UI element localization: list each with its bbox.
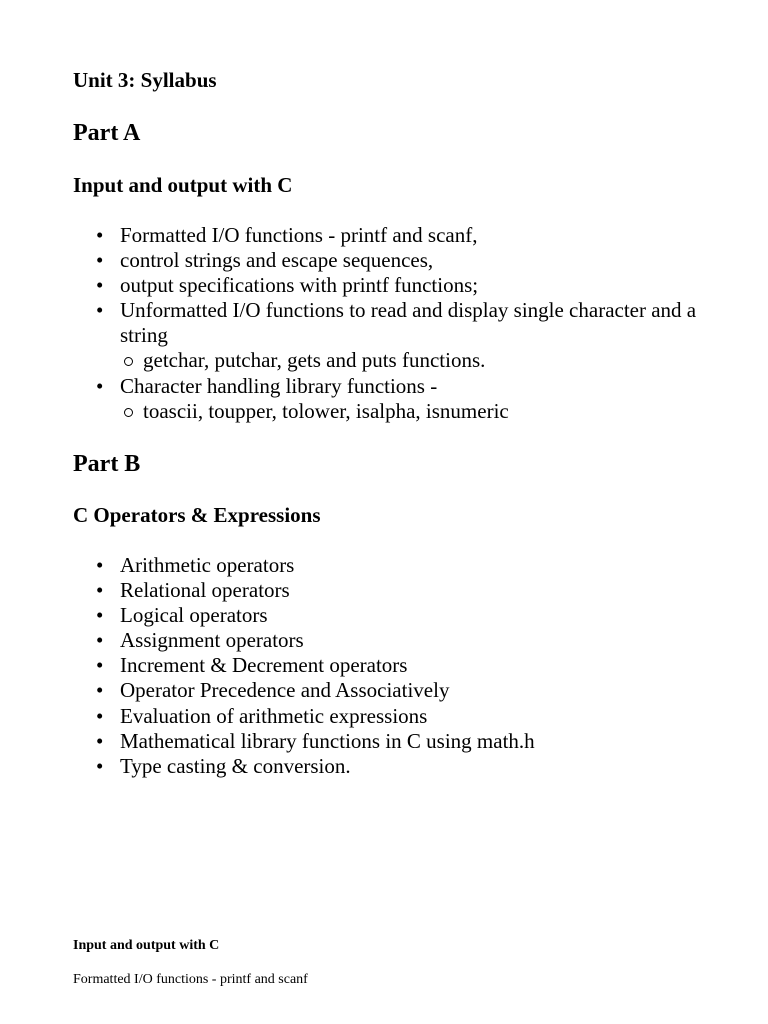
sublist: [120, 348, 713, 373]
part-a-section-title: Input and output with C: [73, 173, 293, 197]
list-item-text: output specifications with printf functions;: [120, 273, 479, 298]
list-item: [73, 298, 713, 373]
list-item-text: control strings and escape sequences,: [120, 248, 434, 273]
list-item-text: Operator Precedence and Associatively: [120, 678, 450, 703]
list-item-text: Formatted I/O functions - printf and scanf,: [120, 223, 478, 247]
list-item: [73, 273, 713, 298]
list-item-text: Increment & Decrement operators: [120, 653, 408, 678]
list-item: [73, 729, 713, 754]
list-item: [73, 248, 713, 273]
list-item-text: Evaluation of arithmetic expressions: [120, 703, 428, 728]
sublist-item-text: getchar, putchar, gets and puts functions.: [143, 348, 486, 373]
part-b-list: [73, 553, 713, 779]
part-b-section-title: C Operators & Expressions: [73, 503, 321, 527]
part-a-heading: Part A: [73, 120, 141, 146]
part-b-heading: Part B: [73, 451, 141, 477]
list-item: [73, 653, 713, 678]
list-item-text: Mathematical library functions in C using math.h: [120, 728, 535, 753]
list-item-text: Type casting & conversion.: [120, 753, 351, 778]
list-item: [73, 678, 713, 703]
part-a-list: [73, 223, 713, 424]
sublist-item: [120, 399, 713, 424]
list-item: [73, 628, 713, 653]
list-item: [73, 223, 713, 248]
sublist-item-text: toascii, toupper, tolower, isalpha, isnumeric: [143, 398, 509, 423]
list-item: [73, 553, 713, 578]
footer-text: Formatted I/O functions - printf and scanf: [73, 972, 308, 987]
list-item: [73, 603, 713, 628]
list-item-text: Relational operators: [120, 578, 290, 603]
list-item-text: Character handling library functions -: [120, 373, 438, 398]
list-item-text: Logical operators: [120, 603, 268, 628]
list-item-text: Assignment operators: [120, 628, 304, 653]
list-item: [73, 578, 713, 603]
list-item: [73, 374, 713, 424]
unit-title: Unit 3: Syllabus: [73, 68, 217, 92]
sublist: [120, 399, 713, 424]
list-item-text: Unformatted I/O functions to read and display single character and a string: [120, 298, 697, 348]
list-item: [73, 704, 713, 729]
footer-heading: Input and output with C: [73, 938, 220, 953]
sublist-item: [120, 348, 713, 373]
list-item-text: Arithmetic operators: [120, 553, 295, 577]
list-item: [73, 754, 713, 779]
